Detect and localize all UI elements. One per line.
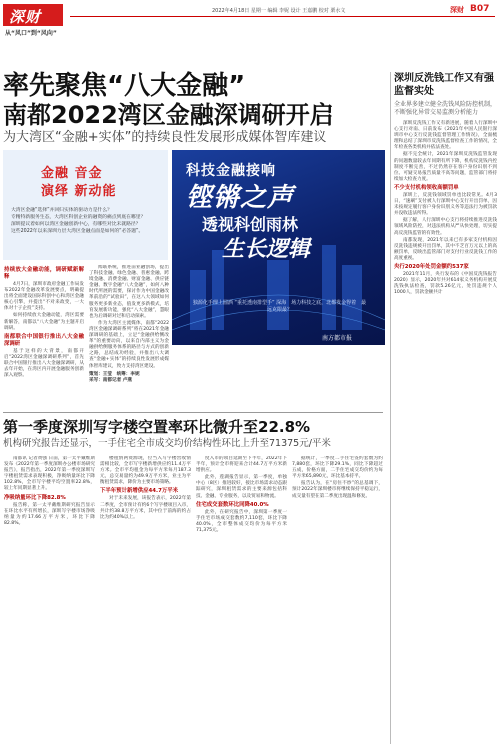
sidebar-paragraph: 2021年11月，央行发布的《中国反洗钱报告2020》显示，2020年共对614家义务机构开展反洗钱执法检查，罚款5.26亿元，处罚违规个人1000人，罚款金额共计	[394, 271, 497, 296]
lead-title-line-1: 率先聚焦“八大金融”	[3, 71, 246, 101]
masthead-logo-text: 深财	[9, 8, 42, 26]
lead-paragraph: 基于这样的大背景，南都开启“2022湾区金融深调研系列”，首先联合中国银行推出八大金融深调研，从去年开始，在湾区内开展金融服务创新深入观察。	[4, 348, 84, 379]
poster-line-4: 生长逻辑	[222, 237, 311, 262]
poster-line-2: 铿锵之声	[186, 183, 295, 213]
second-story-title: 第一季度深圳写字楼空置率环比微升至22.8%	[3, 418, 311, 436]
lead-paragraph: 作为大湾区主流媒体，南都“2022湾区金融深调研系列”将在2021年金融深调研的基础上，立足“金融供给侧改革”的重要动向，以来自内部主义为金融供给侧服务体系的路径与方式的创新之路，总结成功经验，并推出八大调查“金融+实体”的持续良性发展形成媒体智库建议，致力支持湾区建设。	[89, 320, 169, 369]
sidebar-deck: 全业界多建立健全洗钱风险防控机制，不断强化异常交易监测分析能力	[394, 101, 497, 116]
lead-paragraph: 闻联系统，推进前业融创场，提出了科技金融、绿色金融、普惠金融、跨境金融、消费金融、财富金融、供应链金融、数字金融“八大金融”，如何八种时代所展的需要，探讨作为中国金融改革前沿的“试验田”，在这八大领域如何服务更多新业态，值发更多新模式，培育发展新功能，强化“八大金融”，慧眼也为后调研对过和启动探索。	[89, 265, 169, 319]
second-paragraph: 报告认为，在“房住不炒”的总基调下，预计2022年深圳楼市将继续保持平稳运行，成交量有望在第二季度出现温和修复。	[292, 481, 383, 499]
second-story-rule	[3, 412, 383, 413]
lead-headline	[3, 72, 383, 146]
masthead-logo	[3, 4, 63, 26]
sidebar-paragraph: 深圳反洗钱工作又有新进展，随着人行深圳中心支行对南、日前发布《2021年中国人民银行深圳市中心支行反洗钱监督管理工作情况》，全面梳理和总结了深圳市反洗钱监督检查工作的情况，全年检查各类机构并依法查处。	[394, 121, 497, 151]
poster-line-1: 科技金融接响	[186, 163, 276, 179]
second-column-2	[100, 456, 191, 746]
second-column-4	[292, 456, 383, 746]
sidebar-paragraph: 南都发现，2021年以来已有多家支付机构因反洗钱违规被开出罚单，其中不乏百万元以上的高额罚单，反映出监管部门对支付行业反洗钱工作的高度重视。	[394, 237, 497, 261]
second-paragraph: 对于未来发展，该报告表示，2022年第二季度，全市预计有约6个写字楼项目入市，共计约38.8万平方米，其中位于前海的约占比为约40%以上。	[100, 496, 191, 520]
sidebar-divider	[390, 72, 391, 744]
second-paragraph: 楼租情两资源现，位当入写字楼营收情需相比较，全市写字楼新增供应约11.4万平方米。全市平均租金为每平方米每月187.3元，总交易量约为49.9万平方米，业主为平衡租赁需求，降价为主要市场策略。	[100, 456, 191, 486]
sidebar-paragraph: 深圳上，反洗钱领域罚单也比较常见。4月3日，“速刷”支付被人行深圳中心支行开出罚单，因未按规定履行客户身份识别义务等违法行为被罚款并没收违法所得。	[394, 192, 497, 217]
sidebar-subhead: 不少支付机构领收高额罚单	[394, 184, 459, 191]
promo-question: 这些2022年以来深圳力层大湾区金融点面是如何的“必答题”。	[11, 229, 144, 234]
sidebar-title: 深圳反洗钱工作又有强监督实处	[394, 73, 494, 97]
poster-brand: 南方都市报	[322, 335, 353, 342]
lead-title-line-2: 南都2022湾区金融深调研开启	[3, 101, 334, 129]
poster-caption: 独源化手理上圆酒 “重托透南排型手” 深海 场力科技之底，北都发金得着 最远克限最？	[192, 300, 367, 313]
lead-poster	[172, 150, 385, 345]
lead-subtitle: 为大湾区“金融+实体”的持续良性发展形成媒体智库建议	[3, 130, 327, 145]
masthead	[0, 0, 500, 40]
lead-column-2	[89, 265, 169, 410]
promo-questions	[11, 207, 163, 235]
second-paragraph: 据统计，一季度二手住宅签约套数为约7,880套，环比下降29.1%，同比下降超过五成，价格方面，二手住宅成交均价约为每平方米65,890元，环比基本持平。	[292, 456, 383, 480]
lead-column-1	[4, 265, 84, 410]
second-subhead: 净吸纳量环比下降82.8%	[4, 494, 66, 501]
masthead-section: 深财	[450, 6, 464, 14]
second-paragraph: 报告称，第一太平戴维斯研究报告显示在环比水平有所增长，深圳写字楼市场净吸纳量为约17.66万平方米，环比下降82.8%。	[4, 502, 95, 526]
promo-title-1: 金融 音金	[41, 166, 103, 181]
sidebar-paragraph: 据了解，人行深圳中心支行将持续推进反洗钱领域风险防控，对违法机构从严从快处理，切实提高反洗钱监管的有效性。	[394, 218, 497, 236]
sidebar-body	[394, 121, 497, 296]
sidebar	[394, 72, 497, 747]
second-column-1	[4, 456, 95, 746]
second-subhead: 住宅成交套数环比同降40.0%	[196, 501, 269, 508]
lead-subhead: 南都联合中国银行推出八大金融深调研	[4, 333, 84, 347]
second-paragraph: 度入市的项目延期至下半年，2022年下半年，预计全市将迎来合计44.7万平方米新增供应。	[196, 456, 287, 474]
promo-question: 深圳提议着如何以湾区金融创新中心，有哪些对比未就路径？	[11, 222, 141, 227]
promo-question: 专精特新服务生态，大湾区科创企业的融资的痛点到底在哪里？	[11, 215, 146, 220]
second-story-subtitle: 机构研究报告还显示，一手住宅全市成交均价结构性环比上升至71375元/平米	[3, 438, 331, 449]
masthead-rule	[70, 16, 495, 17]
lead-credits: 策划：王莹 统筹：李妮	[89, 371, 140, 377]
lead-paragraph: 4月7日，深圳市政府金融工作局发布2022年金融改革发展要点，明确提出将全面建设国际科创中心和湾区金融核心引擎，并提出“不对来政变，一大体对十子企投”支持。	[4, 282, 84, 312]
masthead-page-number: B07	[470, 4, 490, 14]
sidebar-paragraph: 据不完全统计，2021年深圳反洗钱监管发现的问题数量较去年同期有所下降，机构反洗钱内控制度不断完善，不过仍然存在客户身份识别不到位、可疑交易报告质量不高等问题，监管部门将持续加大检查力度。	[394, 152, 497, 182]
lead-credits: 采写：南都记者 卢燕	[89, 377, 132, 383]
second-paragraph: 南都讯 记者黄强 日前，第一太平戴维斯发布《2022年第一季度深圳办公楼市场研究报告》，报告指出，2022年第一季度深圳写字楼租赁需求表现积极，净吸纳量环比下降102.8%，全市写字楼平均空置率22.8%，较上年同期显著上升。	[4, 456, 95, 492]
lead-paragraph: 如何持续放大金融动能，湾区需要新解答，南都以“八大金融”为主题开启调研。	[4, 313, 84, 331]
second-column-3	[196, 456, 287, 746]
promo-box	[3, 150, 168, 260]
masthead-slogan: 从“风口”到“风向”	[5, 30, 57, 37]
promo-title-2: 演绎 新动能	[41, 184, 117, 199]
masthead-date-line: 2022年4月18日 星期一 编辑 李妮 设计 王嘉鹏 校对 栗水文	[212, 8, 346, 14]
second-subhead: 下半年预计新增供应44.7万平米	[100, 488, 178, 495]
sidebar-subhead: 央行2020年处罚金额约537家	[394, 263, 469, 270]
lead-subhead: 持续放大金融动能，调研赋新解释	[4, 267, 84, 280]
second-paragraph: 此外，莲湖报告显示，第一季度，单独中心（8区）推进较好，接比市场需求动态跟踪研究，深圳租赁需求的主要来源包括科技、金融、专业服务，以及贸易和物流。	[196, 475, 287, 499]
poster-line-3: 透视科创雨林	[202, 215, 299, 234]
second-paragraph: 此外，在研究报告中，深圳第一季度一手住宅市场成交套数约7,110套，环比下降40.0%，全市整体成交均价为每平方米71,375元。	[196, 509, 287, 533]
promo-question: 大湾区金融“选择”并回归实体的驱动力是什么？	[11, 208, 112, 213]
